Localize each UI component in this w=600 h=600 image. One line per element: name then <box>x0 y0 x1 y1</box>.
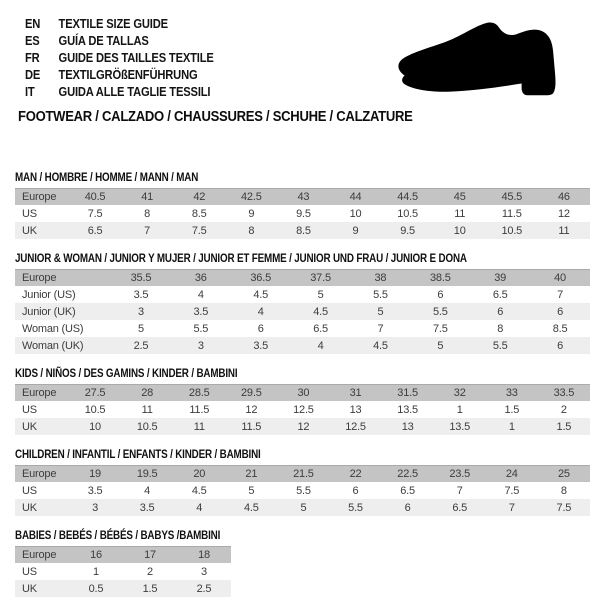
table-row <box>15 401 590 418</box>
size-value-cell: 7.5 <box>504 484 520 497</box>
size-value-cell: 12 <box>297 420 310 433</box>
size-value-cell: 45.5 <box>501 191 523 203</box>
size-value-cell: 5 <box>377 305 384 318</box>
size-value-cell: 17 <box>144 549 156 561</box>
size-value-cell: 6 <box>257 322 264 335</box>
row-label: Europe <box>22 191 57 203</box>
size-value-cell: 1.5 <box>504 403 520 416</box>
row-label: US <box>22 565 37 578</box>
size-value-cell: 25 <box>557 468 570 480</box>
language-list <box>25 15 244 100</box>
size-value-cell: 42 <box>193 191 206 203</box>
size-value-cell: 40 <box>554 272 566 284</box>
row-label: Europe <box>22 468 57 480</box>
size-value-cell: 27.5 <box>84 387 106 399</box>
language-code: EN <box>25 16 41 31</box>
language-code: ES <box>25 33 40 48</box>
size-value-cell: 35.5 <box>130 272 152 284</box>
size-value-cell: 6.5 <box>400 484 415 497</box>
size-value-cell: 6 <box>557 339 564 352</box>
size-value-cell: 1 <box>508 420 515 433</box>
size-value-cell: 2 <box>560 403 567 416</box>
size-value-cell: 5.5 <box>348 501 363 514</box>
size-value-cell: 6 <box>557 305 564 318</box>
size-value-cell: 5.5 <box>492 339 508 352</box>
language-row <box>25 15 214 32</box>
size-value-cell: 24 <box>505 468 518 480</box>
size-value-cell: 36.5 <box>250 272 271 284</box>
table-row <box>15 482 590 499</box>
size-value-cell: 31.5 <box>397 387 418 399</box>
language-code: IT <box>25 84 35 99</box>
size-value-cell: 4 <box>196 501 203 514</box>
size-value-cell: 6 <box>352 484 359 497</box>
language-label: GUÍA DE TALLAS <box>58 33 149 48</box>
language-label: GUIDA ALLE TAGLIE TESSILI <box>58 84 211 99</box>
size-value-cell: 13 <box>349 403 362 416</box>
size-value-cell: 11 <box>141 403 153 416</box>
size-value-cell: 30 <box>297 387 310 399</box>
size-table-title: KIDS / NIÑOS / DES GAMINS / KINDER / BAMBINI <box>15 366 238 380</box>
size-value-cell: 5.5 <box>373 288 388 301</box>
size-value-cell: 1.5 <box>556 420 572 433</box>
size-value-cell: 9 <box>248 207 255 220</box>
row-label: Europe <box>22 549 57 561</box>
size-value-cell: 1.5 <box>142 582 158 595</box>
size-value-cell: 11.5 <box>241 420 262 433</box>
size-value-cell: 33 <box>505 387 518 399</box>
size-value-cell: 43 <box>297 191 310 203</box>
row-label: US <box>22 484 37 497</box>
size-value-cell: 40.5 <box>84 191 106 203</box>
size-value-cell: 19 <box>89 468 101 480</box>
size-value-cell: 2.5 <box>133 339 149 352</box>
size-value-cell: 10.5 <box>397 207 418 220</box>
size-value-cell: 2.5 <box>196 582 212 595</box>
row-label: UK <box>22 582 37 595</box>
size-value-cell: 5 <box>300 501 307 514</box>
size-value-cell: 2 <box>147 565 153 578</box>
size-value-cell: 31 <box>349 387 362 399</box>
size-table-section <box>15 171 590 239</box>
row-label: Europe <box>22 387 57 399</box>
size-value-cell: 5 <box>248 484 255 497</box>
size-table-title: MAN / HOMBRE / HOMME / MANN / MAN <box>15 170 199 184</box>
size-table-section <box>15 448 590 516</box>
size-value-cell: 3.5 <box>253 339 269 352</box>
row-label: Europe <box>22 272 57 284</box>
size-table-section <box>15 252 590 354</box>
table-row <box>15 303 590 320</box>
size-value-cell: 6.5 <box>313 322 328 335</box>
dress-shoe-icon <box>386 16 578 106</box>
size-value-cell: 7 <box>508 501 515 514</box>
size-value-cell: 7 <box>377 322 384 335</box>
size-value-cell: 38 <box>374 272 387 284</box>
size-value-cell: 42.5 <box>241 191 262 203</box>
size-value-cell: 8 <box>560 484 567 497</box>
size-value-cell: 7 <box>456 484 463 497</box>
size-value-cell: 5 <box>317 288 324 301</box>
table-row <box>15 188 590 205</box>
size-value-cell: 45 <box>453 191 466 203</box>
size-value-cell: 12.5 <box>293 403 314 416</box>
size-value-cell: 5.5 <box>432 305 448 318</box>
size-value-cell: 6 <box>497 305 504 318</box>
size-value-cell: 8 <box>248 224 255 237</box>
table-row <box>15 222 590 239</box>
size-value-cell: 7 <box>144 224 151 237</box>
size-value-cell: 44.5 <box>397 191 418 203</box>
size-value-cell: 10 <box>89 420 101 433</box>
size-value-cell: 46 <box>557 191 570 203</box>
table-row <box>15 563 231 580</box>
size-value-cell: 28.5 <box>188 387 210 399</box>
size-value-cell: 4.5 <box>191 484 207 497</box>
size-value-cell: 4.5 <box>313 305 328 318</box>
language-label: GUIDE DES TAILLES TEXTILE <box>58 50 214 65</box>
size-value-cell: 41 <box>141 191 154 203</box>
size-value-cell: 9.5 <box>296 207 311 220</box>
size-value-cell: 8.5 <box>552 322 568 335</box>
size-value-cell: 9.5 <box>400 224 415 237</box>
size-value-cell: 0.5 <box>88 582 104 595</box>
size-value-cell: 12 <box>557 207 570 220</box>
size-value-cell: 6 <box>404 501 411 514</box>
size-value-cell: 7 <box>557 288 564 301</box>
size-tables <box>15 171 590 600</box>
size-table-title: CHILDREN / INFANTIL / ENFANTS / KINDER / BAMBINI <box>15 447 261 461</box>
size-value-cell: 21 <box>245 468 258 480</box>
table-row <box>15 205 590 222</box>
size-value-cell: 3 <box>197 339 204 352</box>
size-value-cell: 4.5 <box>253 288 269 301</box>
size-table-section <box>15 367 590 435</box>
size-value-cell: 6 <box>437 288 444 301</box>
size-value-cell: 13.5 <box>397 403 418 416</box>
size-value-cell: 10.5 <box>84 403 106 416</box>
row-label: US <box>22 403 37 416</box>
size-value-cell: 13.5 <box>449 420 470 433</box>
size-value-cell: 22 <box>349 468 362 480</box>
language-row <box>25 66 214 83</box>
shoe-silhouette <box>398 23 555 96</box>
size-value-cell: 8.5 <box>296 224 311 237</box>
size-value-cell: 3.5 <box>139 501 155 514</box>
size-value-cell: 6.5 <box>452 501 468 514</box>
size-value-cell: 4.5 <box>243 501 259 514</box>
size-value-cell: 7.5 <box>556 501 572 514</box>
size-value-cell: 16 <box>90 549 102 561</box>
size-value-cell: 23.5 <box>449 468 470 480</box>
size-value-cell: 5.5 <box>296 484 311 497</box>
size-value-cell: 3.5 <box>87 484 103 497</box>
size-value-cell: 1 <box>93 565 99 578</box>
size-value-cell: 8 <box>497 322 504 335</box>
size-value-cell: 32 <box>453 387 466 399</box>
size-value-cell: 10 <box>453 224 466 237</box>
size-value-cell: 7.5 <box>191 224 207 237</box>
size-value-cell: 8 <box>144 207 151 220</box>
size-value-cell: 37.5 <box>310 272 331 284</box>
table-row <box>15 418 590 435</box>
size-value-cell: 33.5 <box>553 387 575 399</box>
size-value-cell: 19.5 <box>136 468 158 480</box>
size-value-cell: 1 <box>456 403 463 416</box>
size-value-cell: 4 <box>317 339 324 352</box>
row-label: Woman (US) <box>22 322 84 335</box>
size-value-cell: 4 <box>144 484 151 497</box>
row-label: US <box>22 207 37 220</box>
size-value-cell: 7.5 <box>87 207 103 220</box>
row-label: UK <box>22 224 37 237</box>
size-value-cell: 6.5 <box>87 224 103 237</box>
size-value-cell: 12.5 <box>345 420 366 433</box>
size-value-cell: 18 <box>198 549 210 561</box>
row-label: UK <box>22 501 37 514</box>
category-title: FOOTWEAR / CALZADO / CHAUSSURES / SCHUHE / CALZATURE <box>18 109 413 125</box>
size-value-cell: 36 <box>194 272 207 284</box>
size-value-cell: 38.5 <box>430 272 451 284</box>
table-row <box>15 320 590 337</box>
size-value-cell: 6.5 <box>492 288 508 301</box>
size-value-cell: 28 <box>141 387 154 399</box>
size-value-cell: 4.5 <box>373 339 388 352</box>
size-value-cell: 21.5 <box>293 468 314 480</box>
size-value-cell: 4 <box>197 288 204 301</box>
size-value-cell: 3 <box>137 305 144 318</box>
table-row <box>15 546 231 563</box>
size-value-cell: 10 <box>349 207 362 220</box>
size-value-cell: 10.5 <box>501 224 523 237</box>
size-value-cell: 3 <box>92 501 98 514</box>
row-label: Junior (UK) <box>22 305 76 318</box>
size-value-cell: 5 <box>137 322 144 335</box>
size-value-cell: 3.5 <box>133 288 149 301</box>
size-value-cell: 7.5 <box>432 322 448 335</box>
language-row <box>25 49 214 66</box>
language-code: FR <box>25 50 40 65</box>
size-value-cell: 10.5 <box>136 420 158 433</box>
size-value-cell: 3 <box>201 565 207 578</box>
size-value-cell: 29.5 <box>241 387 262 399</box>
language-row <box>25 32 214 49</box>
table-row <box>15 337 590 354</box>
table-row <box>15 269 590 286</box>
size-value-cell: 11 <box>193 420 205 433</box>
table-row <box>15 384 590 401</box>
table-row <box>15 286 590 303</box>
size-value-cell: 8.5 <box>191 207 207 220</box>
size-value-cell: 5 <box>437 339 444 352</box>
table-row <box>15 499 590 516</box>
size-value-cell: 11 <box>454 207 466 220</box>
size-table-title: BABIES / BEBÉS / BÉBÉS / BABYS /BAMBINI <box>15 528 221 542</box>
language-label: TEXTILE SIZE GUIDE <box>58 16 168 31</box>
row-label: Woman (UK) <box>22 339 84 352</box>
size-value-cell: 11.5 <box>189 403 210 416</box>
size-value-cell: 11 <box>558 224 570 237</box>
size-table-title: JUNIOR & WOMAN / JUNIOR Y MUJER / JUNIOR ET FEMME / JUNIOR UND FRAU / JUNIOR E DONA <box>15 251 467 265</box>
table-row <box>15 465 590 482</box>
size-value-cell: 22.5 <box>397 468 418 480</box>
size-value-cell: 11.5 <box>501 207 522 220</box>
language-row <box>25 83 214 100</box>
table-row <box>15 580 231 597</box>
size-value-cell: 9 <box>352 224 359 237</box>
size-value-cell: 12 <box>245 403 258 416</box>
size-value-cell: 3.5 <box>193 305 209 318</box>
row-label: Junior (US) <box>22 288 76 301</box>
size-value-cell: 44 <box>349 191 362 203</box>
language-code: DE <box>25 67 41 82</box>
size-value-cell: 4 <box>257 305 264 318</box>
language-label: TEXTILGRÖßENFÜHRUNG <box>58 67 198 82</box>
size-table-section <box>15 529 231 597</box>
size-value-cell: 20 <box>193 468 206 480</box>
row-label: UK <box>22 420 37 433</box>
size-value-cell: 13 <box>401 420 414 433</box>
size-value-cell: 39 <box>494 272 507 284</box>
size-value-cell: 5.5 <box>193 322 209 335</box>
